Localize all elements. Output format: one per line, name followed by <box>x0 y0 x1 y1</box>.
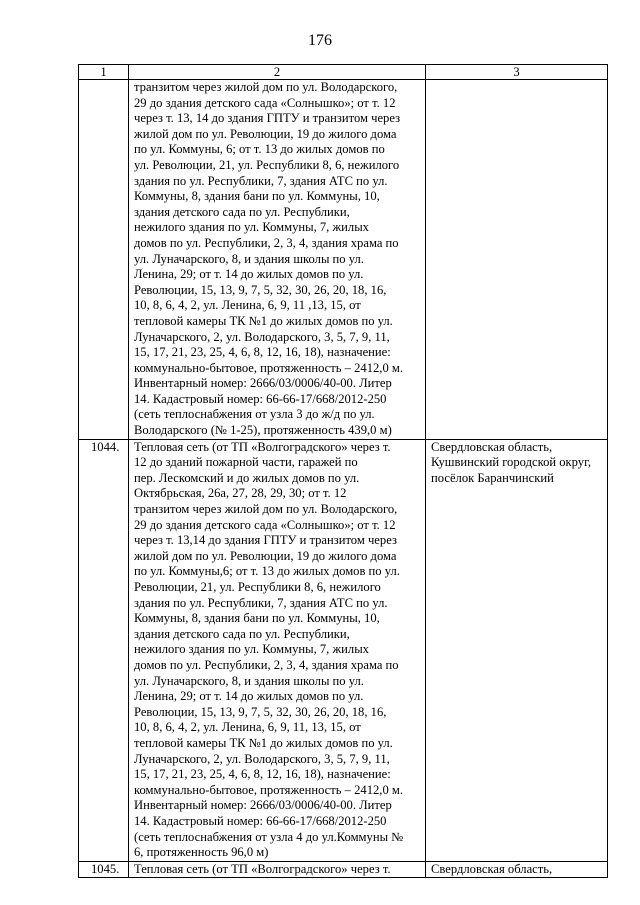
description-line: здания детского сада по ул. Республики, <box>134 204 350 219</box>
description-line: тепловой камеры ТК №1 до жилых домов по ул. <box>134 313 393 328</box>
description-line: ул. Луначарского, 8, и здания школы по ул. <box>134 673 364 688</box>
description-line: домов по ул. Республики, 2, 3, 4, здания храма по <box>134 657 399 672</box>
description-line: через т. 13,14 до здания ГПТУ и транзитом через <box>134 533 397 548</box>
description-line: 10, 8, 6, 4, 2, ул. Ленина, 6, 9, 11, 13, 15, от <box>134 720 361 735</box>
description-line: 15, 17, 21, 23, 25, 4, 6, 8, 12, 16, 18), назначение: <box>134 345 391 360</box>
description-line: Луначарского, 2, ул. Володарского, 3, 5, 7, 9, 11, <box>134 751 390 766</box>
description-line: 29 до здания детского сада «Солнышко»; от т. 12 <box>134 95 396 110</box>
object-location-cell <box>426 80 608 440</box>
object-description-cell <box>129 439 426 861</box>
row-number-cell: 1044. <box>79 439 129 861</box>
description-line: коммунально-бытовое, протяженность – 2412,0 м. <box>134 360 404 375</box>
description-line: 10, 8, 6, 4, 2, ул. Ленина, 6, 9, 11 ,13, 15, от <box>134 298 361 313</box>
description-line: здания по ул. Республики, 7, здания АТС по ул. <box>134 595 388 610</box>
page-number: 176 <box>308 32 332 49</box>
column-header-number: 1 <box>79 65 129 80</box>
table-row <box>79 439 608 861</box>
description-line: Октябрьская, 26а, 27, 28, 29, 30; от т. 12 <box>134 486 347 501</box>
description-line: 12 до зданий пожарной части, гаражей по <box>134 455 358 470</box>
object-location-cell <box>426 861 608 878</box>
object-description-cell <box>129 80 426 440</box>
description-line: ул. Луначарского, 8, и здания школы по ул. <box>134 251 364 266</box>
table-header-row <box>79 65 608 80</box>
description-line: по ул. Коммуны,6; от т. 13 до жилых домов по ул. <box>134 564 400 579</box>
column-header-location: 3 <box>426 65 608 80</box>
description-line: 15, 17, 21, 23, 25, 4, 6, 8, 12, 16, 18), назначение: <box>134 767 391 782</box>
description-line: нежилого здания по ул. Коммуны, 7, жилых <box>134 642 369 657</box>
description-line: Тепловая сеть (от ТП «Волгоградского» через т. <box>134 439 391 454</box>
row-number-cell <box>79 80 129 440</box>
description-line: Луначарского, 2, ул. Володарского, 3, 5, 7, 9, 11, <box>134 329 390 344</box>
row-number-cell: 1045. <box>79 861 129 878</box>
description-line: Ленина, 29; от т. 14 до жилых домов по ул. <box>134 689 364 704</box>
location-line: Кушвинский городской округ, <box>431 455 591 470</box>
description-line: 29 до здания детского сада «Солнышко»; от т. 12 <box>134 517 396 532</box>
description-line: здания детского сада по ул. Республики, <box>134 626 350 641</box>
description-line: через т. 13, 14 до здания ГПТУ и транзитом через <box>134 111 401 126</box>
description-line: пер. Лескомский и до жилых домов по ул. <box>134 470 360 485</box>
description-line: 6, протяженность 96,0 м) <box>134 845 269 860</box>
object-description-cell <box>129 861 426 878</box>
description-line: Революции, 15, 13, 9, 7, 5, 32, 30, 26, 20, 18, 16, <box>134 704 387 719</box>
description-line: жилой дом по ул. Революции, 19 до жилого дома <box>134 126 397 141</box>
description-line: нежилого здания по ул. Коммуны, 7, жилых <box>134 220 369 235</box>
description-line: Революции, 15, 13, 9, 7, 5, 32, 30, 26, 20, 18, 16, <box>134 282 387 297</box>
description-line: по ул. Коммуны, 6; от т. 13 до жилых домов по <box>134 142 385 157</box>
location-line: Свердловская область, <box>431 439 553 454</box>
description-line: Коммуны, 8, здания бани по ул. Коммуны, 10, <box>134 189 380 204</box>
description-line: 14. Кадастровый номер: 66-66-17/668/2012-250 <box>134 391 387 406</box>
description-line: Инвентарный номер: 2666/03/0006/40-00. Литер <box>134 376 392 391</box>
description-line: Инвентарный номер: 2666/03/0006/40-00. Литер <box>134 798 392 813</box>
description-line: коммунально-бытовое, протяженность – 2412,0 м. <box>134 782 404 797</box>
description-line: транзитом через жилой дом по ул. Володарского, <box>134 502 398 517</box>
object-location-cell <box>426 439 608 861</box>
table-row <box>79 80 608 440</box>
description-line: транзитом через жилой дом по ул. Володарского, <box>134 80 398 94</box>
table-row <box>79 861 608 878</box>
description-line: 14. Кадастровый номер: 66-66-17/668/2012-250 <box>134 813 387 828</box>
description-line: Коммуны, 8, здания бани по ул. Коммуны, 10, <box>134 611 380 626</box>
description-line: домов по ул. Республики, 2, 3, 4, здания храма по <box>134 235 399 250</box>
column-header-description: 2 <box>129 65 426 80</box>
description-line: Володарского (№ 1-25), протяженность 439,0 м) <box>134 423 392 438</box>
description-line: Революции, 21, ул. Республики 8, 6, нежилого <box>134 580 381 594</box>
description-line: (сеть теплоснабжения от узла 3 до ж/д по ул. <box>134 407 375 422</box>
description-line: (сеть теплоснабжения от узла 4 до ул.Коммуны № <box>134 829 404 844</box>
location-line: Свердловская область, <box>431 861 553 876</box>
description-line: здания по ул. Республики, 7, здания АТС по ул. <box>134 173 388 188</box>
description-line: тепловой камеры ТК №1 до жилых домов по ул. <box>134 735 393 750</box>
description-line: жилой дом по ул. Революции, 19 до жилого дома <box>134 548 397 563</box>
description-line: Ленина, 29; от т. 14 до жилых домов по ул. <box>134 267 364 282</box>
description-line: Тепловая сеть (от ТП «Волгоградского» через т. <box>134 861 391 876</box>
location-line: посёлок Баранчинский <box>431 470 554 485</box>
description-line: ул. Революции, 21, ул. Республики 8, 6, нежилого <box>134 157 400 172</box>
property-registry-table <box>78 64 608 878</box>
